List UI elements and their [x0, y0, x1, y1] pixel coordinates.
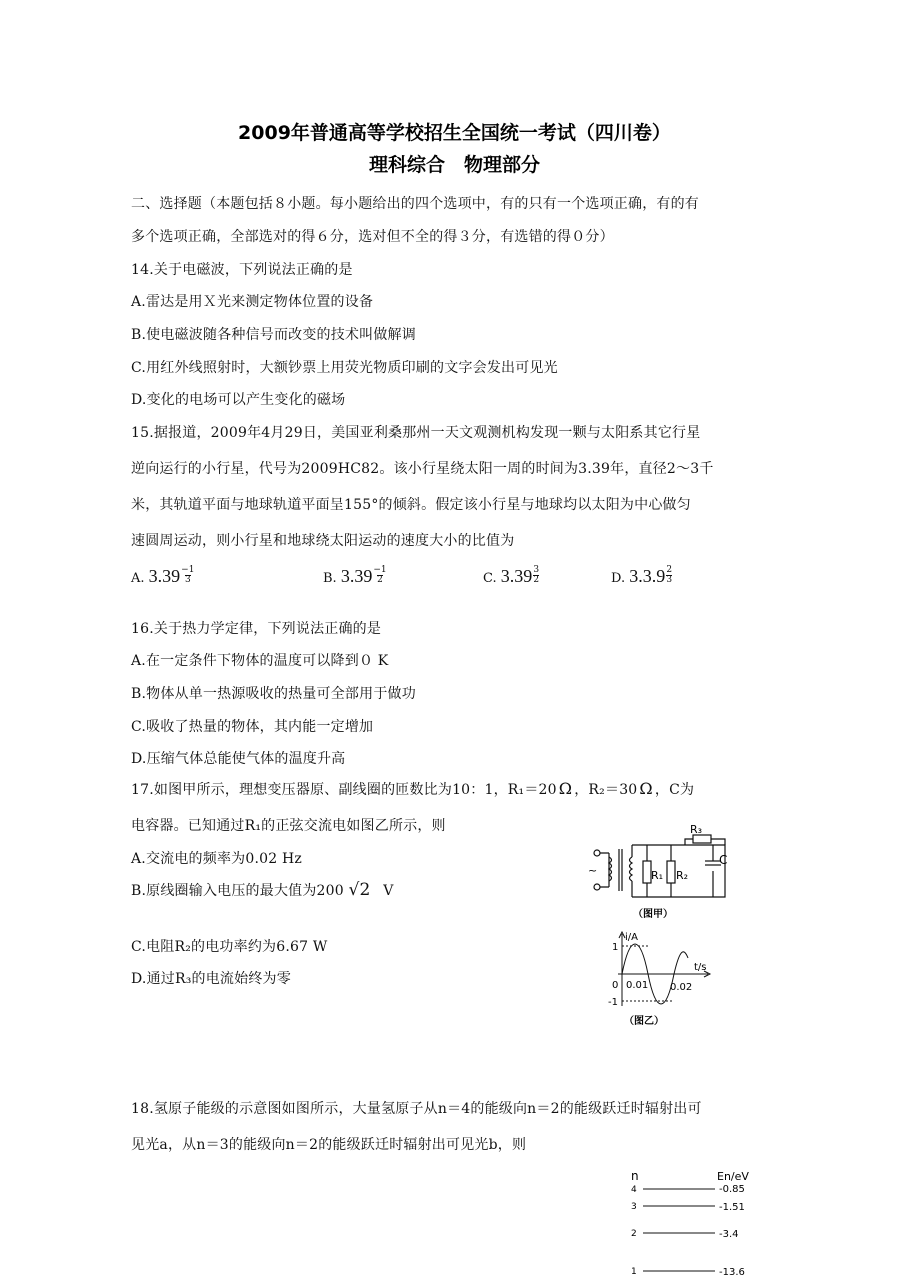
q17-option-d: D.通过R₃的电流始终为零: [131, 971, 291, 987]
q17-option-c: C.电阻R₂的电功率约为6.67 W: [131, 939, 328, 955]
exam-title: 2009年普通高等学校招生全国统一考试（四川卷）: [238, 122, 671, 144]
q17-line2: 电容器。已知通过R₁的正弦交流电如图乙所示，则: [131, 818, 446, 834]
graph-y-tick-pos: 1: [612, 942, 619, 953]
energy-level-n1: 1: [631, 1267, 637, 1277]
circuit-figure-jia: [585, 825, 735, 925]
q15-option-a-label: A.: [131, 571, 145, 586]
q14-option-c: C.用红外线照射时，大额钞票上用荧光物质印刷的文字会发出可见光: [131, 360, 558, 376]
label-r2: R₂: [676, 869, 689, 882]
q14-option-d: D.变化的电场可以产生变化的磁场: [131, 392, 346, 408]
q16-stem: 16.关于热力学定律，下列说法正确的是: [131, 621, 382, 637]
energy-e-header: En/eV: [717, 1170, 749, 1183]
energy-level-e3: -1.51: [719, 1202, 745, 1213]
q14-stem: 14.关于电磁波，下列说法正确的是: [131, 262, 353, 278]
q15-option-c-base: 3.39: [500, 566, 533, 586]
q17-option-a: A.交流电的频率为0.02 Hz: [131, 851, 302, 867]
q16-option-b: B.物体从单一热源吸收的热量可全部用于做功: [131, 686, 416, 702]
energy-level-n4: 4: [631, 1185, 637, 1195]
ac-source-symbol: ~: [588, 864, 598, 877]
q15-option-d-label: D.: [611, 571, 626, 586]
label-r1: R₁: [651, 869, 664, 882]
label-c: C: [719, 853, 728, 867]
graph-origin-label: 0: [612, 980, 619, 991]
q15-option-c-label: C.: [483, 571, 497, 586]
sqrt-two: √2: [348, 880, 371, 900]
current-graph-figure-yi: [600, 928, 720, 1028]
q15-option-d-exponent: $\frac{2}{3}$: [666, 565, 673, 585]
q15-option-a-exponent: $\frac{-1}{3}$: [181, 565, 195, 585]
energy-level-n3: 3: [631, 1202, 637, 1212]
energy-level-e4: -0.85: [719, 1184, 745, 1195]
q16-option-a: A.在一定条件下物体的温度可以降到０ K: [131, 653, 389, 669]
section-instructions-line1: 二、选择题（本题包括８小题。每小题给出的四个选项中，有的只有一个选项正确，有的有: [131, 196, 699, 212]
q15-line3: 米，其轨道平面与地球轨道平面呈155°的倾斜。假定该小行星与地球均以太阳为中心做匀: [131, 497, 691, 513]
energy-level-n2: 2: [631, 1229, 637, 1239]
label-r3: R₃: [690, 825, 703, 836]
q17-option-b: B.原线圈输入电压的最大值为200 √2 V: [131, 880, 394, 900]
q15-line2: 逆向运行的小行星，代号为2009HC82。该小行星绕太阳一周的时间为3.39年，直径2～3千: [131, 461, 714, 477]
q18-line2: 见光a，从n＝3的能级向n＝2的能级跃迁时辐射出可见光b，则: [131, 1137, 527, 1153]
q15-option-b-base: 3.39: [340, 566, 373, 586]
q15-option-c: [483, 566, 539, 587]
q15-line4: 速圆周运动，则小行星和地球绕太阳运动的速度大小的比值为: [131, 533, 515, 549]
energy-n-header: n: [631, 1169, 639, 1183]
q15-option-c-exponent: $\frac{3}{2}$: [533, 565, 540, 585]
energy-level-e1: -13.6: [719, 1267, 745, 1278]
graph-x-tick-001: 0.01: [626, 980, 649, 991]
q18-line1: 18.氢原子能级的示意图如图所示，大量氢原子从n＝4的能级向n＝2的能级跃迁时辐射出可: [131, 1101, 702, 1117]
graph-x-tick-002: 0.02: [670, 982, 693, 993]
q14-option-b: B.使电磁波随各种信号而改变的技术叫做解调: [131, 327, 416, 343]
graph-x-axis-label: t/s: [694, 962, 707, 973]
q15-option-d-base: 3.3.9: [629, 566, 666, 586]
exam-subtitle: 理科综合 物理部分: [368, 154, 540, 176]
ohm-symbol: Ω: [639, 779, 653, 798]
ohm-symbol: Ω: [558, 779, 573, 798]
q15-option-a-base: 3.39: [148, 566, 181, 586]
graph-y-axis-label: i/A: [625, 932, 638, 943]
section-instructions-line2: 多个选项正确，全部选对的得６分，选对但不全的得３分，有选错的得０分）: [131, 229, 614, 245]
q15-option-b-exponent: $\frac{-1}{2}$: [373, 565, 387, 585]
energy-level-e2: -3.4: [719, 1229, 739, 1240]
q16-option-c: C.吸收了热量的物体，其内能一定增加: [131, 719, 374, 735]
energy-level-diagram: [625, 1168, 785, 1280]
q14-option-a: A.雷达是用Ｘ光来测定物体位置的设备: [131, 294, 374, 310]
q16-option-d: D.压缩气体总能使气体的温度升高: [131, 751, 346, 767]
figure-jia-caption: （图甲）: [633, 909, 673, 920]
q15-option-b: [323, 566, 387, 587]
figure-yi-caption: （图乙）: [624, 1016, 664, 1027]
q17-line1: 17.如图甲所示，理想变压器原、副线圈的匝数比为10：1，R₁＝20 Ω ，R₂＝30 Ω ，C为: [131, 779, 695, 798]
q15-line1: 15.据报道，2009年4月29日，美国亚利桑那州一天文观测机构发现一颗与太阳系其它行星: [131, 425, 701, 441]
q15-option-b-label: B.: [323, 571, 337, 586]
graph-y-tick-neg: -1: [608, 997, 618, 1008]
q15-option-a: [131, 566, 194, 587]
q15-option-d: [611, 566, 672, 587]
